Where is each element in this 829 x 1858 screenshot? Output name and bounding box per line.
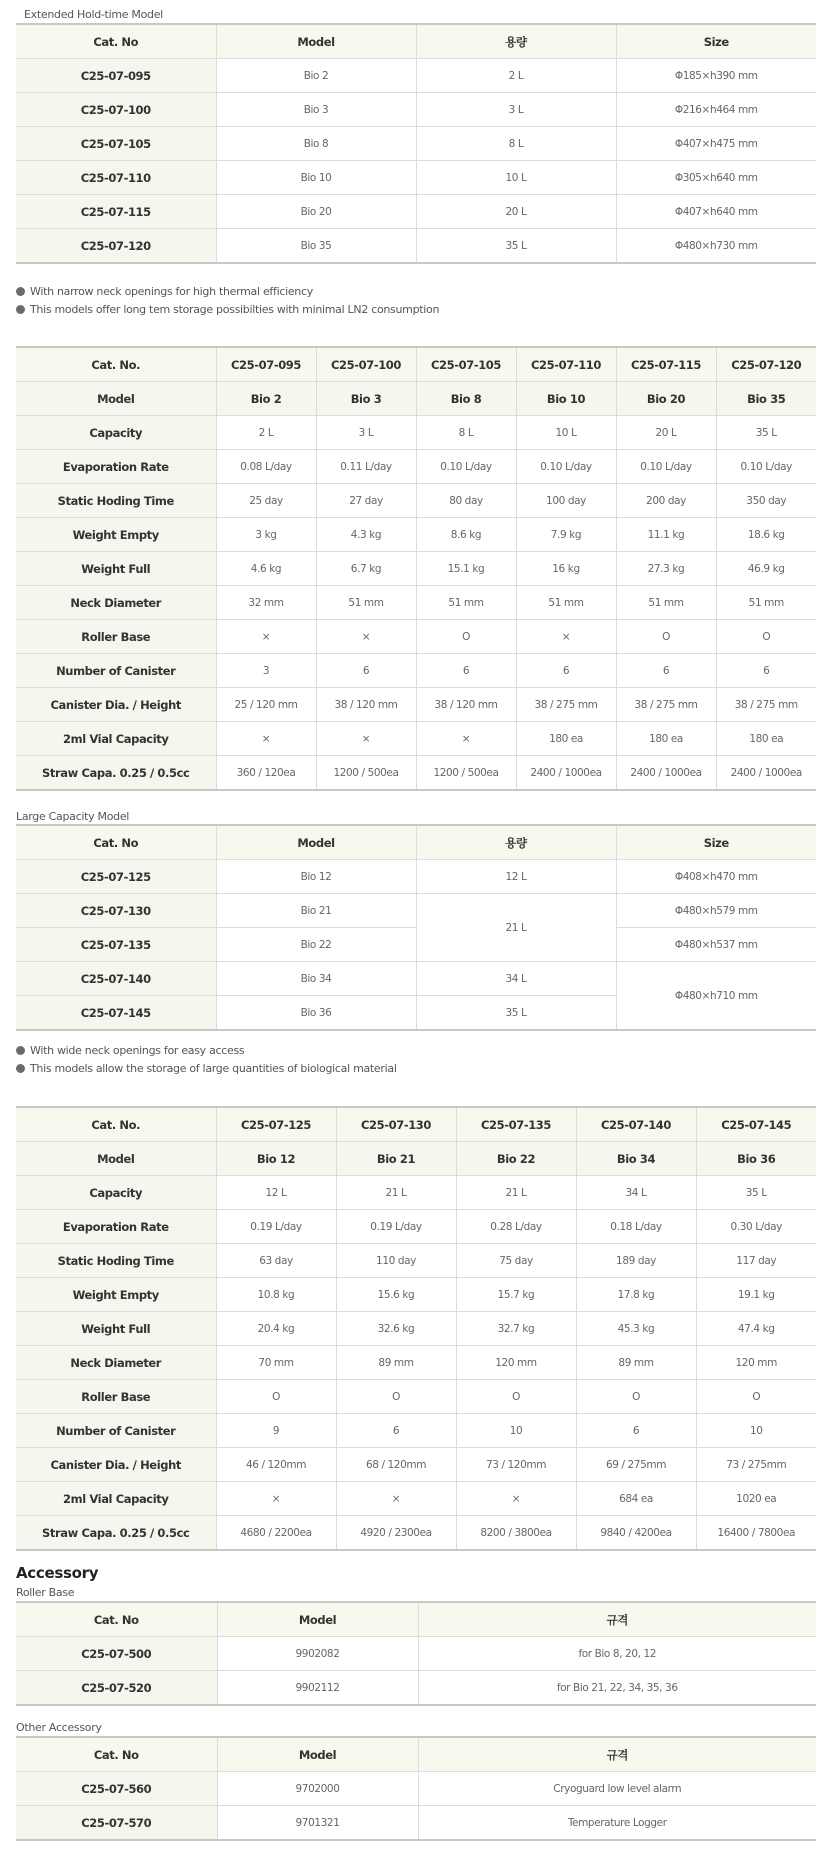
spec-value: 180 ea (716, 722, 816, 756)
spec-row (16, 1312, 816, 1346)
spec-label: Evaporation Rate (16, 1210, 216, 1244)
spec-value: 4920 / 2300ea (336, 1516, 456, 1551)
roller-base-table (16, 1601, 816, 1706)
spec-row (16, 1210, 816, 1244)
table-row (16, 860, 816, 894)
cat-no: C25-07-095 (16, 59, 216, 93)
model: Bio 36 (216, 996, 416, 1031)
spec-value: 10.8 kg (216, 1278, 336, 1312)
spec-label: Number of Canister (16, 654, 216, 688)
spec-value: 4.6 kg (216, 552, 316, 586)
spec-value: 3 L (316, 416, 416, 450)
capacity: 12 L (416, 860, 616, 894)
spec-table (16, 1106, 816, 1551)
spec-value: 2400 / 1000ea (616, 756, 716, 791)
spec-row (16, 620, 816, 654)
capacity: 35 L (416, 229, 616, 264)
cat-no: C25-07-135 (16, 928, 216, 962)
spec-value: 2400 / 1000ea (516, 756, 616, 791)
spec-value: 4.3 kg (316, 518, 416, 552)
spec-value: 73 / 275mm (696, 1448, 816, 1482)
spec-value: 189 day (576, 1244, 696, 1278)
spec-value: 38 / 275 mm (616, 688, 716, 722)
size: Φ408×h470 mm (616, 860, 816, 894)
spec-value: 16 kg (516, 552, 616, 586)
table-row (16, 93, 816, 127)
spec-value: 200 day (616, 484, 716, 518)
spec-label: Capacity (16, 1176, 216, 1210)
spec-value: 32.6 kg (336, 1312, 456, 1346)
size: Φ407×h640 mm (616, 195, 816, 229)
spec-value: 2400 / 1000ea (716, 756, 816, 791)
size: Φ480×h579 mm (616, 894, 816, 928)
spec-row (16, 654, 816, 688)
cat-no: C25-07-120 (16, 229, 216, 264)
size: Φ480×h710 mm (616, 962, 816, 1031)
spec-value: O (696, 1380, 816, 1414)
col-header: 규격 (418, 1737, 816, 1772)
feature-bullet: With narrow neck openings for high thermal efficiency (16, 283, 313, 301)
capacity: 35 L (416, 996, 616, 1031)
col-header: 규격 (418, 1602, 816, 1637)
spec-row (16, 1244, 816, 1278)
spec-value: 120 mm (456, 1346, 576, 1380)
spec-label: 2ml Vial Capacity (16, 1482, 216, 1516)
spec-value: 38 / 275 mm (516, 688, 616, 722)
spec-value: 0.10 L/day (616, 450, 716, 484)
cat-header: C25-07-130 (336, 1107, 456, 1142)
spec-value: 6 (336, 1414, 456, 1448)
spec-value: 6 (616, 654, 716, 688)
table-row (16, 962, 816, 996)
spec-value: 9 (216, 1414, 336, 1448)
size: Φ185×h390 mm (616, 59, 816, 93)
capacity: 21 L (416, 894, 616, 962)
spec-label: Straw Capa. 0.25 / 0.5cc (16, 756, 216, 791)
spec-row (16, 1516, 816, 1551)
cat-header: C25-07-095 (216, 347, 316, 382)
spec-value: 1200 / 500ea (416, 756, 516, 791)
extended-spec-table (16, 346, 816, 791)
bullet-dot-icon (16, 1064, 25, 1073)
spec-value: 8 L (416, 416, 516, 450)
spec-row (16, 1278, 816, 1312)
spec-label: Roller Base (16, 1380, 216, 1414)
cat-header: C25-07-105 (416, 347, 516, 382)
spec-value: 20.4 kg (216, 1312, 336, 1346)
cat-header: C25-07-140 (576, 1107, 696, 1142)
spec-value: 51 mm (516, 586, 616, 620)
spec-label: Neck Diameter (16, 586, 216, 620)
spec-value: 1200 / 500ea (316, 756, 416, 791)
spec-value: × (216, 722, 316, 756)
spec-value: 3 kg (216, 518, 316, 552)
spec-value: 9840 / 4200ea (576, 1516, 696, 1551)
size: Φ480×h730 mm (616, 229, 816, 264)
spec-value: 51 mm (616, 586, 716, 620)
table-row (16, 59, 816, 93)
feature-bullet: This models offer long tem storage possibilties with minimal LN2 consumption (16, 301, 439, 319)
spec-value: O (456, 1380, 576, 1414)
spec-value: 70 mm (216, 1346, 336, 1380)
large-model-table (16, 824, 816, 1031)
capacity: 10 L (416, 161, 616, 195)
cat-no: C25-07-130 (16, 894, 216, 928)
summary-table (16, 23, 816, 264)
spec-value: 38 / 275 mm (716, 688, 816, 722)
cat-no: C25-07-100 (16, 93, 216, 127)
spec-value: 32.7 kg (456, 1312, 576, 1346)
spec-value: 360 / 120ea (216, 756, 316, 791)
spec-value: 11.1 kg (616, 518, 716, 552)
spec-row (16, 518, 816, 552)
spec-value: 38 / 120 mm (416, 688, 516, 722)
bullet-dot-icon (16, 305, 25, 314)
table-row (16, 195, 816, 229)
col-header: Cat. No (16, 1602, 217, 1637)
table-row (16, 229, 816, 264)
spec-label: Weight Full (16, 552, 216, 586)
other-accessory-table (16, 1736, 816, 1841)
spec-value: 8200 / 3800ea (456, 1516, 576, 1551)
spec-label: Weight Empty (16, 518, 216, 552)
model: Bio 35 (216, 229, 416, 264)
spec-value: 10 L (516, 416, 616, 450)
spec-value: 120 mm (696, 1346, 816, 1380)
spec-value: 80 day (416, 484, 516, 518)
spec-value: 0.28 L/day (456, 1210, 576, 1244)
bullet-dot-icon (16, 1046, 25, 1055)
spec-row (16, 416, 816, 450)
spec-value: 0.19 L/day (336, 1210, 456, 1244)
spec-value: 0.11 L/day (316, 450, 416, 484)
spec-value: 20 L (616, 416, 716, 450)
spec-value: 15.1 kg (416, 552, 516, 586)
cat-header: C25-07-135 (456, 1107, 576, 1142)
model: Bio 22 (216, 928, 416, 962)
spec-value: O (336, 1380, 456, 1414)
spec-label: Number of Canister (16, 1414, 216, 1448)
feature-bullet: With wide neck openings for easy access (16, 1042, 244, 1060)
spec-value: 0.10 L/day (416, 450, 516, 484)
spec-row (16, 1414, 816, 1448)
extended-model-table (16, 23, 816, 264)
spec-value: 3 (216, 654, 316, 688)
spec-value: 15.7 kg (456, 1278, 576, 1312)
size: Φ480×h537 mm (616, 928, 816, 962)
spec-table (16, 346, 816, 791)
spec-value: 89 mm (576, 1346, 696, 1380)
spec-label: Static Hoding Time (16, 484, 216, 518)
spec-label: Weight Full (16, 1312, 216, 1346)
spec-label: Canister Dia. / Height (16, 688, 216, 722)
capacity: 20 L (416, 195, 616, 229)
spec-value: 16400 / 7800ea (696, 1516, 816, 1551)
col-header: Cat. No (16, 24, 216, 59)
spec-value: 25 / 120 mm (216, 688, 316, 722)
col-header: Model (217, 1737, 418, 1772)
spec-label: Straw Capa. 0.25 / 0.5cc (16, 1516, 216, 1551)
spec-value: 4680 / 2200ea (216, 1516, 336, 1551)
spec-value: 110 day (336, 1244, 456, 1278)
spec-value: 6 (716, 654, 816, 688)
spec-value: 73 / 120mm (456, 1448, 576, 1482)
accessory-title: Accessory (16, 1564, 99, 1582)
spec-value: 51 mm (316, 586, 416, 620)
spec-row (16, 688, 816, 722)
other-accessory-caption: Other Accessory (16, 1721, 102, 1734)
model: Bio 10 (216, 161, 416, 195)
col-header: Model (217, 1602, 418, 1637)
spec-value: 6.7 kg (316, 552, 416, 586)
spec-row (16, 1176, 816, 1210)
spec-value: 10 (456, 1414, 576, 1448)
section-caption-large: Large Capacity Model (16, 810, 130, 823)
feature-bullet: This models allow the storage of large quantities of biological material (16, 1060, 397, 1078)
cat-header: C25-07-115 (616, 347, 716, 382)
col-header: Model (216, 24, 416, 59)
spec-value: O (416, 620, 516, 654)
spec-row (16, 484, 816, 518)
spec-value: 89 mm (336, 1346, 456, 1380)
spec-value: 17.8 kg (576, 1278, 696, 1312)
summary-table (16, 824, 816, 1031)
spec-value: 25 day (216, 484, 316, 518)
cat-no: C25-07-145 (16, 996, 216, 1031)
spec-value: 51 mm (416, 586, 516, 620)
spec-value: 46 / 120mm (216, 1448, 336, 1482)
spec-value: 75 day (456, 1244, 576, 1278)
model: Bio 3 (216, 93, 416, 127)
col-header: 용량 (416, 24, 616, 59)
cat-no-header: Cat. No. (16, 347, 216, 382)
cat-no: C25-07-125 (16, 860, 216, 894)
spec-row (16, 1448, 816, 1482)
spec-value: 6 (416, 654, 516, 688)
spec-value: 10 (696, 1414, 816, 1448)
spec-value: × (516, 620, 616, 654)
spec-value: 35 L (696, 1176, 816, 1210)
cat-no: C25-07-140 (16, 962, 216, 996)
spec-label: Canister Dia. / Height (16, 1448, 216, 1482)
model: Bio 2 (216, 59, 416, 93)
spec-label: Capacity (16, 416, 216, 450)
spec-value: 35 L (716, 416, 816, 450)
large-spec-table (16, 1106, 816, 1551)
spec-row (16, 450, 816, 484)
spec-value: 0.08 L/day (216, 450, 316, 484)
spec-label: 2ml Vial Capacity (16, 722, 216, 756)
col-header: Size (616, 24, 816, 59)
cat-header: C25-07-100 (316, 347, 416, 382)
spec-value: 68 / 120mm (336, 1448, 456, 1482)
capacity: 8 L (416, 127, 616, 161)
spec-label: Evaporation Rate (16, 450, 216, 484)
spec-label: Neck Diameter (16, 1346, 216, 1380)
spec-value: 6 (316, 654, 416, 688)
col-header: Size (616, 825, 816, 860)
spec-value: 47.4 kg (696, 1312, 816, 1346)
spec-value: 18.6 kg (716, 518, 816, 552)
spec-value: 180 ea (616, 722, 716, 756)
spec-value: 7.9 kg (516, 518, 616, 552)
spec-row (16, 756, 816, 791)
spec-value: 27 day (316, 484, 416, 518)
spec-value: O (716, 620, 816, 654)
spec-value: 15.6 kg (336, 1278, 456, 1312)
spec-value: 684 ea (576, 1482, 696, 1516)
spec-value: × (316, 722, 416, 756)
spec-value: 0.18 L/day (576, 1210, 696, 1244)
spec-value: × (216, 620, 316, 654)
size: Φ216×h464 mm (616, 93, 816, 127)
cat-no: C25-07-115 (16, 195, 216, 229)
table-row (16, 161, 816, 195)
model-row: Model Bio 2 Bio 3 Bio 8 Bio 10 Bio 20 Bio 35 (16, 382, 816, 416)
cat-no: C25-07-110 (16, 161, 216, 195)
spec-value: 0.30 L/day (696, 1210, 816, 1244)
spec-value: 6 (576, 1414, 696, 1448)
section-caption-extended: Extended Hold-time Model (24, 8, 163, 21)
spec-value: O (216, 1380, 336, 1414)
spec-row (16, 1380, 816, 1414)
spec-value: 117 day (696, 1244, 816, 1278)
spec-value: 0.10 L/day (516, 450, 616, 484)
spec-value: 2 L (216, 416, 316, 450)
spec-row (16, 1346, 816, 1380)
spec-row (16, 552, 816, 586)
cat-header: C25-07-110 (516, 347, 616, 382)
table-row: C25-07-570 9701321 Temperature Logger (16, 1806, 816, 1841)
model: Bio 8 (216, 127, 416, 161)
table-row: C25-07-500 9902082 for Bio 8, 20, 12 (16, 1637, 816, 1671)
spec-row (16, 1482, 816, 1516)
spec-value: O (616, 620, 716, 654)
spec-value: 27.3 kg (616, 552, 716, 586)
spec-value: 32 mm (216, 586, 316, 620)
spec-value: 1020 ea (696, 1482, 816, 1516)
spec-label: Weight Empty (16, 1278, 216, 1312)
capacity: 2 L (416, 59, 616, 93)
spec-value: 45.3 kg (576, 1312, 696, 1346)
table-row (16, 894, 816, 928)
spec-value: 350 day (716, 484, 816, 518)
capacity: 3 L (416, 93, 616, 127)
spec-value: 46.9 kg (716, 552, 816, 586)
model: Bio 34 (216, 962, 416, 996)
spec-label: Roller Base (16, 620, 216, 654)
col-header: Cat. No (16, 825, 216, 860)
table-row (16, 127, 816, 161)
col-header: Cat. No (16, 1737, 217, 1772)
cat-header: C25-07-125 (216, 1107, 336, 1142)
cat-no: C25-07-105 (16, 127, 216, 161)
spec-value: 21 L (456, 1176, 576, 1210)
model: Bio 20 (216, 195, 416, 229)
size: Φ305×h640 mm (616, 161, 816, 195)
spec-value: 63 day (216, 1244, 336, 1278)
spec-value: 100 day (516, 484, 616, 518)
spec-value: × (316, 620, 416, 654)
size: Φ407×h475 mm (616, 127, 816, 161)
model: Bio 12 (216, 860, 416, 894)
bullet-dot-icon (16, 287, 25, 296)
model-row: Model Bio 12 Bio 21 Bio 22 Bio 34 Bio 36 (16, 1142, 816, 1176)
spec-value: 0.19 L/day (216, 1210, 336, 1244)
spec-value: 38 / 120 mm (316, 688, 416, 722)
spec-label: Static Hoding Time (16, 1244, 216, 1278)
spec-row (16, 722, 816, 756)
table-row: C25-07-520 9902112 for Bio 21, 22, 34, 35, 36 (16, 1671, 816, 1706)
spec-value: 12 L (216, 1176, 336, 1210)
col-header: Model (216, 825, 416, 860)
spec-value: 69 / 275mm (576, 1448, 696, 1482)
spec-value: 6 (516, 654, 616, 688)
spec-value: × (456, 1482, 576, 1516)
capacity: 34 L (416, 962, 616, 996)
spec-value: 180 ea (516, 722, 616, 756)
table-row: C25-07-560 9702000 Cryoguard low level alarm (16, 1772, 816, 1806)
spec-row (16, 586, 816, 620)
spec-value: 34 L (576, 1176, 696, 1210)
spec-value: × (336, 1482, 456, 1516)
spec-value: 19.1 kg (696, 1278, 816, 1312)
spec-value: 51 mm (716, 586, 816, 620)
col-header: 용량 (416, 825, 616, 860)
cat-header: C25-07-120 (716, 347, 816, 382)
cat-no-header: Cat. No. (16, 1107, 216, 1142)
model: Bio 21 (216, 894, 416, 928)
spec-value: 0.10 L/day (716, 450, 816, 484)
spec-value: O (576, 1380, 696, 1414)
spec-value: 8.6 kg (416, 518, 516, 552)
roller-base-caption: Roller Base (16, 1586, 75, 1599)
spec-value: 21 L (336, 1176, 456, 1210)
cat-header: C25-07-145 (696, 1107, 816, 1142)
spec-value: × (416, 722, 516, 756)
spec-value: × (216, 1482, 336, 1516)
